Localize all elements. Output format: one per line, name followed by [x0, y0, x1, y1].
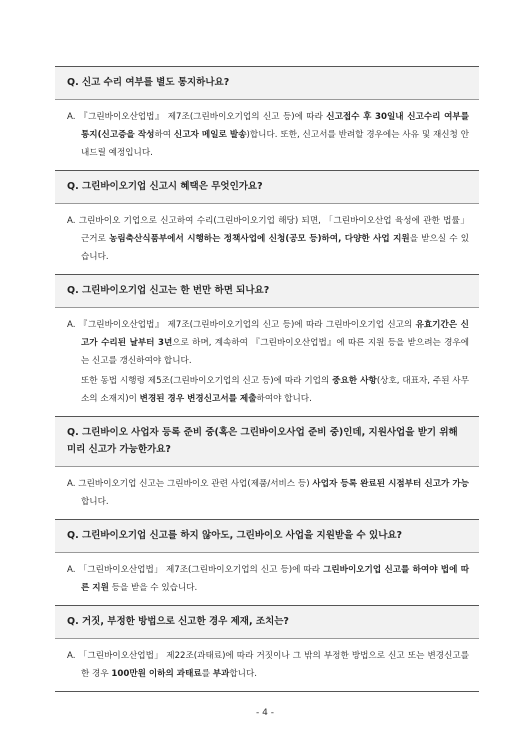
- answer-emphasis: 100만원 이하의 과태료: [111, 669, 202, 679]
- faq-answer-paragraph: [67, 212, 469, 266]
- faq-question: Q. 그린바이오기업 신고시 혜택은 무엇인가요?: [55, 171, 479, 204]
- page-number: - 4 -: [256, 708, 274, 718]
- faq-answer: [55, 308, 479, 417]
- answer-emphasis: 사업자 등록 완료된 시점부터 신고가 가능: [312, 479, 469, 489]
- faq-answer-paragraph: [67, 108, 469, 162]
- faq-answer: [55, 553, 479, 606]
- answer-text: 을 받으실 수 있습니다.: [81, 234, 470, 262]
- answer-text: 를: [201, 669, 213, 679]
- answer-text: A. 「그린바이오산업법」 제22조(과태료)에 따라 거짓이나 그 밖의 부정한 방법으로 신고 또는 변경신고를 한 경우: [67, 651, 469, 679]
- answer-text: A. 『그린바이오산업법』 제7조(그린바이오기업의 신고 등)에 따라 그린바이오기업 신고의: [67, 320, 416, 330]
- answer-emphasis: 부과: [212, 669, 230, 679]
- faq-question: Q. 거짓, 부정한 방법으로 신고한 경우 제재, 조치는?: [55, 606, 479, 639]
- faq-answer: [55, 639, 479, 692]
- faq-answer-paragraph: [67, 561, 469, 597]
- answer-text: A. 『그린바이오산업법』 제7조(그린바이오기업의 신고 등)에 따라: [67, 112, 327, 122]
- answer-text: A. 그린바이오기업 신고는 그린바이오 관련 사업(제품/서비스 등): [67, 479, 313, 489]
- faq-question: Q. 신고 수리 여부를 별도 통지하나요?: [55, 67, 479, 100]
- faq-question: Q. 그린바이오 사업자 등록 준비 중(혹은 그린바이오사업 준비 중)인데, 지원사업을 받기 위해 미리 신고가 가능한가요?: [55, 417, 479, 467]
- answer-text: A. 그린바이오 기업으로 신고하여 수리(그린바이오기업 해당) 되면, 「그린바이오산업 육성에 관한 법률」 근거로: [67, 216, 469, 244]
- faq-question: Q. 그린바이오기업 신고를 하지 않아도, 그린바이오 사업을 지원받을 수 있나요?: [55, 520, 479, 553]
- faq-answer: [55, 204, 479, 275]
- faq-answer: [55, 467, 479, 520]
- answer-text: 으로 하며, 계속하여 『그린바이오산업법』에 따른 지원 등을 받으려는 경우에는 신고를 갱신하여야 합니다.: [81, 338, 469, 366]
- faq-question: Q. 그린바이오기업 신고는 한 번만 하면 되나요?: [55, 275, 479, 308]
- answer-text: (상호, 대표자, 주된 사무소의 소재지)이: [81, 376, 470, 404]
- answer-text: 합니다.: [81, 497, 109, 507]
- faq-answer-paragraph: [67, 372, 469, 408]
- answer-emphasis: 농림축산식품부에서 시행하는 정책사업에 신청(공모 등)하여, 다양한 사업 지원: [109, 234, 410, 244]
- answer-text: 하여: [154, 130, 174, 140]
- answer-text: A. 「그린바이오산업법」 제7조(그린바이오기업의 신고 등)에 따라: [67, 565, 324, 575]
- answer-text: 또한 동법 시행령 제5조(그린바이오기업의 신고 등)에 따라 기업의: [81, 376, 333, 386]
- faq-answer-paragraph: [67, 475, 469, 511]
- faq-answer-paragraph: [67, 316, 469, 370]
- answer-emphasis: 변경된 경우 변경신고서를 제출: [139, 394, 257, 404]
- answer-emphasis: 유효기간은 신고가 수리된 날부터 3년: [81, 320, 469, 348]
- faq-table: [55, 66, 479, 692]
- answer-emphasis: 그린바이오기업 신고를 하여야 법에 따른 지원: [81, 565, 469, 593]
- answer-text: )합니다. 또한, 신고서를 반려할 경우에는 사유 및 재신청 안내드릴 예정입니다.: [81, 130, 470, 158]
- answer-text: 하여야 합니다.: [256, 394, 312, 404]
- faq-answer-paragraph: [67, 647, 469, 683]
- answer-emphasis: 신고접수 후 30일내 신고수리 여부를 통지(신고증을 작성: [81, 112, 469, 140]
- answer-emphasis: 신고자 메일로 발송: [173, 130, 247, 140]
- answer-text: 등을 받을 수 있습니다.: [108, 583, 198, 593]
- answer-emphasis: 중요한 사항: [332, 376, 377, 386]
- faq-answer: [55, 100, 479, 171]
- answer-text: 합니다.: [229, 669, 258, 679]
